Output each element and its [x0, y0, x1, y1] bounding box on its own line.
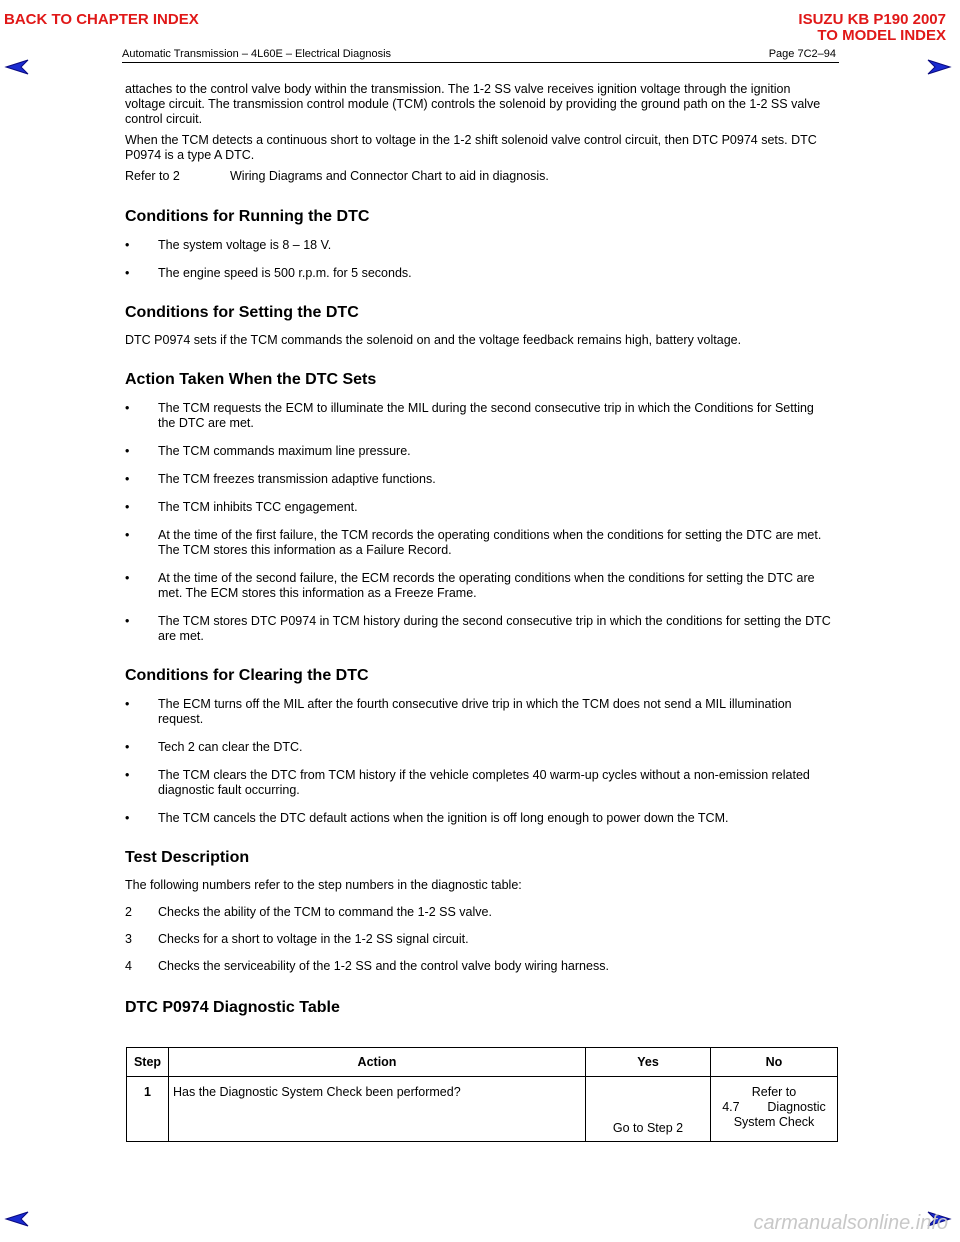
col-no: No — [711, 1048, 838, 1077]
cell-yes[interactable]: Go to Step 2 — [586, 1077, 711, 1142]
clearing-heading: Conditions for Clearing the DTC — [125, 667, 369, 684]
test-intro: The following numbers refer to the step numbers in the diagnostic table: — [125, 878, 522, 892]
diagnostic-table — [126, 1047, 838, 1142]
refer-link[interactable]: Wiring Diagrams and Connector Chart to aid in diagnosis. — [230, 169, 549, 183]
list-item: • At the time of the second failure, the ECM records the operating conditions when the conditions for setting the DTC are met. The ECM stores this information as a Freeze Frame. — [125, 571, 815, 600]
model-title: ISUZU KB P190 2007 — [798, 11, 946, 28]
setting-heading: Conditions for Setting the DTC — [125, 304, 359, 321]
test-step: 3 Checks for a short to voltage in the 1-2 SS signal circuit. — [125, 932, 469, 946]
running-heading: Conditions for Running the DTC — [125, 208, 370, 225]
list-item: • Tech 2 can clear the DTC. — [125, 740, 303, 754]
next-page-arrow-icon[interactable] — [926, 58, 952, 76]
document-body — [125, 82, 833, 1017]
test-step: 4 Checks the serviceability of the 1-2 SS and the control valve body wiring harness. — [125, 959, 609, 973]
list-item: • The TCM freezes transmission adaptive functions. — [125, 472, 436, 486]
cell-action: Has the Diagnostic System Check been performed? — [169, 1077, 586, 1142]
list-item: • The engine speed is 500 r.p.m. for 5 seconds. — [125, 266, 412, 280]
col-yes: Yes — [586, 1048, 711, 1077]
test-heading: Test Description — [125, 849, 250, 866]
back-to-chapter-index-link[interactable]: BACK TO CHAPTER INDEX — [4, 11, 199, 28]
watermark: carmanualsonline.info — [753, 1212, 948, 1234]
list-item: • The TCM clears the DTC from TCM history if the vehicle completes 40 warm-up cycles without a non-emission related diagnostic fault occurring. — [125, 768, 810, 797]
model-index-link[interactable] — [798, 12, 946, 44]
intro-paragraph-1: attaches to the control valve body within the transmission. The 1-2 SS valve receives ignition voltage through the ignition voltage circuit. The transmission control module (TCM) controls the solenoid by providing the ground path on the 1-2 SS valve control circuit. — [125, 82, 821, 126]
test-step: 2 Checks the ability of the TCM to command the 1-2 SS valve. — [125, 905, 492, 919]
cell-no[interactable]: Refer to 4.7 Diagnostic System Check — [711, 1077, 838, 1142]
prev-page-bottom-arrow-icon[interactable] — [4, 1210, 30, 1228]
list-item: • The system voltage is 8 – 18 V. — [125, 238, 332, 252]
page-number: Page 7C2–94 — [768, 48, 836, 60]
header-title: Automatic Transmission – 4L60E – Electrical Diagnosis — [122, 48, 392, 60]
to-model-index[interactable]: TO MODEL INDEX — [817, 27, 946, 44]
list-item: • The TCM inhibits TCC engagement. — [125, 500, 358, 514]
list-item: • The TCM cancels the DTC default actions when the ignition is off long enough to power down the TCM. — [125, 811, 729, 825]
col-step: Step — [127, 1048, 169, 1077]
action-heading: Action Taken When the DTC Sets — [125, 371, 377, 388]
refer-label: Refer to 2 — [125, 169, 180, 183]
header-rule — [122, 62, 839, 63]
table-row — [127, 1077, 838, 1142]
list-item: • The TCM commands maximum line pressure. — [125, 444, 411, 458]
list-item: • The ECM turns off the MIL after the fourth consecutive drive trip in which the TCM does not send a MIL illumination request. — [125, 697, 792, 726]
list-item: • At the time of the first failure, the TCM records the operating conditions when the conditions for setting the DTC are met. The TCM stores this information as a Failure Record. — [125, 528, 822, 557]
prev-page-arrow-icon[interactable] — [4, 58, 30, 76]
table-header-row — [127, 1048, 838, 1077]
refer-line — [125, 169, 833, 184]
setting-text: DTC P0974 sets if the TCM commands the solenoid on and the voltage feedback remains high, battery voltage. — [125, 333, 742, 347]
table-heading: DTC P0974 Diagnostic Table — [125, 999, 340, 1016]
list-item: • The TCM requests the ECM to illuminate the MIL during the second consecutive trip in which the Conditions for Setting the DTC are met. — [125, 401, 814, 430]
intro-paragraph-2: When the TCM detects a continuous short to voltage in the 1-2 shift solenoid valve control circuit, then DTC P0974 sets. DTC P0974 is a type A DTC. — [125, 133, 817, 162]
col-action: Action — [169, 1048, 586, 1077]
list-item: • The TCM stores DTC P0974 in TCM history during the second consecutive trip in which the conditions for setting the DTC are met. — [125, 614, 831, 643]
cell-step: 1 — [127, 1077, 169, 1142]
